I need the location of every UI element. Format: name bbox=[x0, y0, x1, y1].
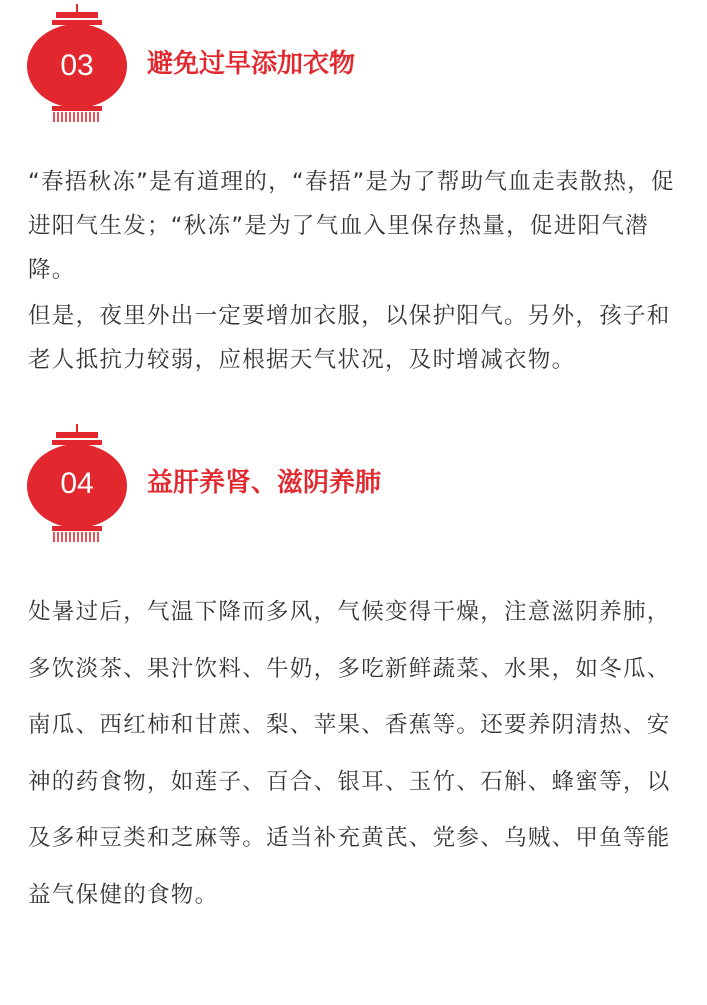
lantern-icon bbox=[22, 424, 132, 544]
section-header-04 bbox=[22, 424, 682, 544]
paragraph: 但是，夜里外出一定要增加衣服，以保护阳气。另外，孩子和老人抵抗力较弱，应根据天气状况，及时增减衣物。 bbox=[28, 303, 671, 373]
paragraph: “春捂秋冻”是有道理的，“春捂”是为了帮助气血走表散热，促进阳气生发；“秋冻”是为了气血入里保存热量，促进阳气潜降。 bbox=[28, 169, 675, 283]
lantern-icon bbox=[22, 4, 132, 124]
section-header-03 bbox=[22, 4, 682, 124]
section-title: 避免过早添加衣物 bbox=[147, 49, 356, 79]
section-number: 04 bbox=[60, 467, 94, 500]
section-title: 益肝养肾、滋阴养肺 bbox=[147, 468, 382, 498]
paragraph: 处暑过后，气温下降而多风，气候变得干燥，注意滋阴养肺，多饮淡茶、果汁饮料、牛奶，多吃新鲜蔬菜、水果，如冬瓜、南瓜、西红柿和甘蔗、梨、苹果、香蕉等。还要养阴清热、安神的药食物，如莲子、百合、银耳、玉竹、石斛、蜂蜜等，以及多种豆类和芝麻等。适当补充黄芪、党参、乌贼、甲鱼等能益气保健的食物。 bbox=[28, 599, 671, 908]
section-number: 03 bbox=[60, 49, 94, 82]
